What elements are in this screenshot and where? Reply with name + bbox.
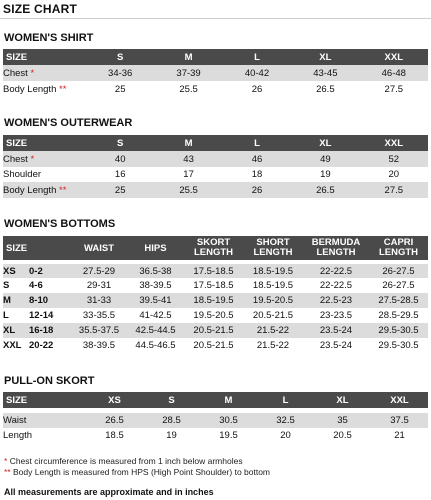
header-cell: SIZE <box>6 137 28 149</box>
table-cell: 26.5 <box>105 415 124 426</box>
header-cell: S <box>168 394 175 406</box>
table-row <box>3 65 428 81</box>
table-cell: 36.5-38 <box>139 265 172 277</box>
table-row <box>3 264 428 278</box>
table-cell: 17.5-18.5 <box>193 265 234 277</box>
header-cell: SHORT LENGTH <box>253 237 293 258</box>
table-cell: 19.5-20.5 <box>193 310 234 321</box>
table-row <box>3 151 428 167</box>
table-cell: 29.5-30.5 <box>378 340 419 351</box>
table-cell: 19 <box>166 430 177 441</box>
length-note <box>4 467 270 478</box>
table-cell: 27.5-29 <box>82 265 116 277</box>
table-row <box>3 293 428 308</box>
table-cell: 27.5 <box>384 83 404 95</box>
section-title-skort: PULL-ON SKORT <box>4 375 95 387</box>
table-cell: 38-39.5 <box>139 280 172 291</box>
size-letter: S <box>3 280 10 291</box>
table-cell: 43-45 <box>313 67 338 79</box>
table-row <box>3 308 428 323</box>
table-cell: 19.5 <box>219 430 238 441</box>
table-cell: 22.5-23 <box>319 295 353 306</box>
table-cell: 17 <box>183 169 194 180</box>
header-cell: M <box>184 51 193 63</box>
table-cell: 27.5 <box>384 184 404 196</box>
row-label <box>3 151 86 167</box>
table-cell: 29-31 <box>86 280 112 291</box>
header-cell: SIZE <box>6 242 28 254</box>
bottoms-size-table <box>3 236 428 353</box>
header-cell: S <box>117 137 124 149</box>
size-letter: XL <box>3 325 16 336</box>
header-cell: XL <box>319 137 332 149</box>
table-cell: 28.5-29.5 <box>378 310 419 321</box>
table-cell: 37.5 <box>390 415 409 426</box>
table-cell: 19 <box>320 169 331 180</box>
table-cell: 22-22.5 <box>319 280 353 291</box>
chest-note-text: Chest circumference is measured from 1 inch below armholes <box>9 456 243 466</box>
table-cell: 27.5-28.5 <box>378 295 419 306</box>
table-cell: 26.5 <box>316 83 335 95</box>
table-row <box>3 428 428 443</box>
size-letter: L <box>3 310 9 321</box>
table-cell: 26 <box>251 83 263 95</box>
section-title-outerwear: WOMEN'S OUTERWEAR <box>4 117 133 129</box>
table-cell: 19.5-20.5 <box>252 295 294 306</box>
measurement-notes <box>4 456 270 478</box>
table-cell: 25.5 <box>179 83 198 95</box>
table-cell: 26-27.5 <box>382 265 415 277</box>
size-letter: M <box>3 295 11 306</box>
size-letter: XS <box>3 265 16 277</box>
section-title-shirt: WOMEN'S SHIRT <box>4 32 94 44</box>
table-cell: 22-22.5 <box>319 265 353 277</box>
table-cell: 26 <box>251 184 263 196</box>
header-cell: HIPS <box>144 242 167 254</box>
table-cell: 21 <box>394 430 405 441</box>
header-cell: BERMUDA LENGTH <box>311 237 361 258</box>
row-label <box>3 65 86 81</box>
header-cell: L <box>254 51 260 63</box>
table-row <box>3 338 428 353</box>
size-letter: XXL <box>3 340 22 351</box>
table-cell: 43 <box>183 153 194 165</box>
table-cell: 44.5-46.5 <box>135 340 176 351</box>
table-cell: 18.5-19.5 <box>252 265 294 277</box>
table-cell: 25 <box>114 184 126 196</box>
skort-size-table <box>3 392 428 443</box>
table-cell: 21.5-22 <box>256 325 290 336</box>
table-cell: 20.5 <box>333 430 352 441</box>
header-cell: SKORT LENGTH <box>193 237 234 258</box>
table-cell: 28.5 <box>162 415 181 426</box>
table-cell: 17.5-18.5 <box>193 280 234 291</box>
header-cell: L <box>282 394 289 406</box>
table-cell: 40-42 <box>244 67 270 79</box>
table-cell: 20.5-21.5 <box>252 310 294 321</box>
size-number: 20-22 <box>29 340 54 351</box>
shirt-size-table <box>3 49 428 97</box>
table-cell: 37-39 <box>176 67 201 79</box>
table-cell: 20.5-21.5 <box>193 340 234 351</box>
table-cell: 46-48 <box>381 67 406 79</box>
asterisk-mark: * <box>4 456 8 466</box>
table-cell: 46 <box>251 153 263 165</box>
table-cell: 40 <box>114 153 126 165</box>
header-cell: XXL <box>384 51 404 63</box>
table-cell: 25 <box>114 83 126 95</box>
table-cell: 18.5-19.5 <box>252 280 294 291</box>
row-label <box>3 81 86 97</box>
row-label-text: Body Length <box>3 184 57 196</box>
table-cell: 23.5-24 <box>319 325 353 336</box>
header-cell: XS <box>108 394 121 406</box>
row-label: Waist <box>3 415 27 426</box>
header-cell: L <box>254 137 260 149</box>
section-title-bottoms: WOMEN'S BOTTOMS <box>4 218 116 230</box>
table-cell: 34-36 <box>108 67 133 79</box>
table-row <box>3 81 428 97</box>
table-header-row <box>3 49 428 65</box>
header-cell: S <box>117 51 124 63</box>
row-label-text: Chest <box>3 67 28 79</box>
table-cell: 32.5 <box>276 415 295 426</box>
table-cell: 30.5 <box>219 415 238 426</box>
row-label-text: Body Length <box>3 83 57 95</box>
table-cell: 31-33 <box>86 295 112 306</box>
size-number: 12-14 <box>29 310 54 321</box>
table-cell: 38-39.5 <box>82 340 116 351</box>
table-row <box>3 167 428 182</box>
table-cell: 35 <box>337 415 348 426</box>
size-number: 4-6 <box>29 280 43 291</box>
header-cell: XXL <box>384 137 404 149</box>
table-header-row <box>3 392 428 408</box>
table-cell: 18 <box>251 169 263 180</box>
size-number: 0-2 <box>29 265 43 277</box>
table-cell: 23-23.5 <box>319 310 353 321</box>
table-cell: 49 <box>320 153 331 165</box>
table-header-row <box>3 236 428 260</box>
row-label: Shoulder <box>3 169 42 180</box>
header-cell: SIZE <box>6 51 28 63</box>
row-label-text: Chest <box>3 153 28 165</box>
asterisk-mark: ** <box>59 83 67 95</box>
table-cell: 42.5-44.5 <box>135 325 176 336</box>
header-cell: WAIST <box>83 242 115 254</box>
table-row <box>3 413 428 428</box>
chest-note <box>4 456 270 467</box>
header-cell: XL <box>336 394 349 406</box>
length-note-text: Body Length is measured from HPS (High Point Shoulder) to bottom <box>13 467 271 477</box>
table-cell: 25.5 <box>179 184 198 196</box>
table-row <box>3 182 428 198</box>
size-number: 16-18 <box>29 325 54 336</box>
table-cell: 20 <box>388 169 400 180</box>
page-title: SIZE CHART <box>3 2 77 16</box>
header-cell: CAPRI LENGTH <box>378 237 419 258</box>
table-cell: 20 <box>280 430 291 441</box>
header-cell: M <box>224 394 233 406</box>
title-divider <box>0 18 431 19</box>
header-cell: XXL <box>390 394 409 406</box>
asterisk-mark: * <box>30 67 35 79</box>
table-row <box>3 278 428 293</box>
asterisk-mark: ** <box>4 467 11 477</box>
outerwear-size-table <box>3 135 428 198</box>
footer-note: All measurements are approximate and in inches <box>4 487 214 497</box>
table-cell: 26.5 <box>316 184 335 196</box>
table-cell: 18.5-19.5 <box>193 295 234 306</box>
table-cell: 23.5-24 <box>319 340 353 351</box>
header-cell: M <box>184 137 193 149</box>
table-cell: 41-42.5 <box>139 310 172 321</box>
table-cell: 20.5-21.5 <box>193 325 234 336</box>
table-cell: 16 <box>114 169 126 180</box>
asterisk-mark: * <box>30 153 35 165</box>
asterisk-mark: ** <box>59 184 67 196</box>
row-label <box>3 182 86 198</box>
table-cell: 52 <box>388 153 400 165</box>
table-cell: 26-27.5 <box>382 280 415 291</box>
table-row <box>3 323 428 338</box>
table-cell: 39.5-41 <box>139 295 172 306</box>
table-cell: 18.5 <box>105 430 124 441</box>
header-cell: XL <box>319 51 332 63</box>
table-cell: 29.5-30.5 <box>378 325 419 336</box>
row-label: Length <box>3 430 33 441</box>
table-cell: 21.5-22 <box>256 340 290 351</box>
header-cell: SIZE <box>6 394 28 406</box>
size-number: 8-10 <box>29 295 49 306</box>
table-cell: 33-35.5 <box>82 310 116 321</box>
table-header-row <box>3 135 428 151</box>
table-cell: 35.5-37.5 <box>78 325 120 336</box>
